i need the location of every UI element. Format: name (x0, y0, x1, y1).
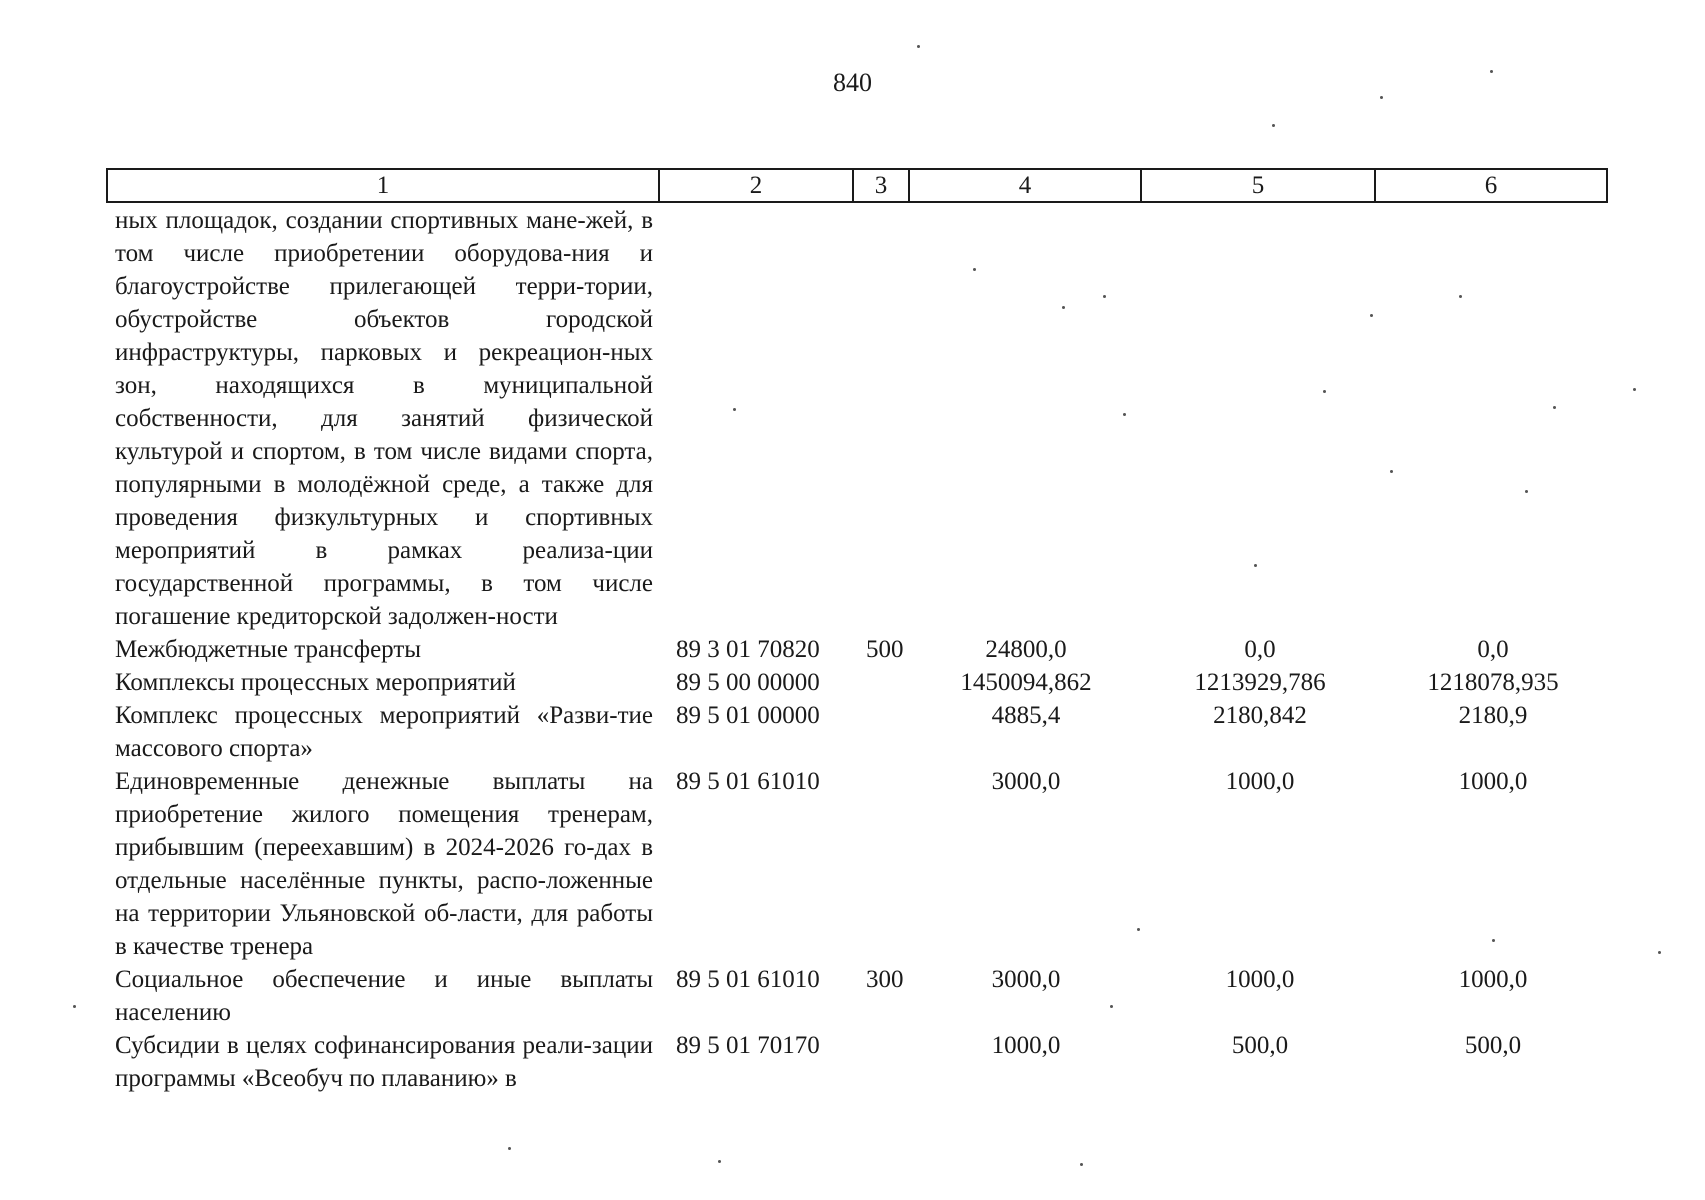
scan-speck (1323, 390, 1326, 393)
row-value-2026: 0,0 (1477, 636, 1509, 663)
table-row (0, 765, 1705, 963)
scan-speck (73, 1005, 76, 1008)
row-value-2024: 1450094,862 (960, 669, 1092, 696)
scan-speck (1110, 1005, 1113, 1008)
row-name: Комплекс процессных мероприятий «Разви-тие массового спорта» (115, 702, 653, 762)
scan-speck (1490, 70, 1493, 73)
table-body (0, 204, 1705, 1095)
scan-speck (1658, 951, 1661, 954)
column-header-1: 1 (107, 169, 659, 202)
row-value-2026: 1000,0 (1458, 768, 1528, 795)
row-value-2025: 1000,0 (1225, 768, 1295, 795)
row-value-2026: 1000,0 (1458, 966, 1528, 993)
column-header-5: 5 (1141, 169, 1375, 202)
row-value-2024: 3000,0 (991, 768, 1061, 795)
row-value-2025: 2180,842 (1213, 702, 1307, 729)
row-name: Межбюджетные трансферты (115, 636, 422, 663)
row-value-2026: 500,0 (1464, 1032, 1522, 1059)
row-code: 89 5 01 61010 (676, 768, 820, 795)
table-row (0, 1029, 1705, 1095)
scan-speck (973, 268, 976, 271)
page-number: 840 (833, 68, 872, 97)
scan-speck (1459, 295, 1462, 298)
table-row (0, 666, 1705, 699)
scan-speck (1553, 406, 1556, 409)
column-header-4: 4 (909, 169, 1141, 202)
table-row (0, 963, 1705, 1029)
column-header-2: 2 (659, 169, 853, 202)
scan-speck (917, 45, 920, 48)
row-value-2024: 24800,0 (985, 636, 1067, 663)
row-value-2024: 4885,4 (991, 702, 1061, 729)
scan-speck (718, 1160, 721, 1163)
scan-speck (1123, 413, 1126, 416)
scan-speck (1137, 928, 1140, 931)
table-row (0, 699, 1705, 765)
row-value-2025: 1000,0 (1225, 966, 1295, 993)
column-header-6: 6 (1375, 169, 1607, 202)
scan-speck (1492, 939, 1495, 942)
scan-speck (1080, 1163, 1083, 1166)
column-header-row (106, 168, 1608, 203)
row-code: 89 5 01 70170 (676, 1032, 820, 1059)
scan-speck (1380, 96, 1383, 99)
row-code: 89 5 01 61010 (676, 966, 820, 993)
scan-speck (1272, 124, 1275, 127)
row-name: Комплексы процессных мероприятий (115, 669, 516, 696)
scan-speck (1370, 314, 1373, 317)
row-type: 500 (866, 636, 904, 663)
table-row (0, 633, 1705, 666)
row-code: 89 5 01 00000 (676, 702, 820, 729)
scan-speck (1525, 490, 1528, 493)
row-code: 89 5 00 00000 (676, 669, 820, 696)
scan-speck (1103, 295, 1106, 298)
row-name: ных площадок, создании спортивных мане-жей, в том числе приобретении оборудова-ния и благоустройстве прилегающей терри-тории, обустройстве объектов городской инфраструктуры, парковых и рекреацион-ных зон, находящихся в муниципальной собственности, для занятий физической культурой и спортом, в том числе видами спорта, популярными в молодёжной среде, а также для проведения физкультурных и спортивных мероприятий в рамках реализа-ции государственной программы, в том числе погашение кредиторской задолжен-ности (115, 207, 653, 630)
column-header-3: 3 (853, 169, 909, 202)
table-row (0, 204, 1705, 633)
row-value-2026: 1218078,935 (1427, 669, 1559, 696)
scan-speck (733, 408, 736, 411)
scan-speck (1633, 388, 1636, 391)
scan-speck (1390, 470, 1393, 473)
row-name: Социальное обеспечение и иные выплаты населению (115, 966, 653, 1026)
row-value-2025: 500,0 (1231, 1032, 1289, 1059)
row-type: 300 (866, 966, 904, 993)
row-name: Субсидии в целях софинансирования реали-зации программы «Всеобуч по плаванию» в (115, 1032, 653, 1092)
row-code: 89 3 01 70820 (676, 636, 820, 663)
row-value-2026: 2180,9 (1458, 702, 1528, 729)
row-value-2024: 1000,0 (991, 1032, 1061, 1059)
row-value-2024: 3000,0 (991, 966, 1061, 993)
row-value-2025: 1213929,786 (1194, 669, 1326, 696)
scan-speck (1254, 564, 1257, 567)
scan-speck (508, 1147, 511, 1150)
scan-speck (1062, 306, 1065, 309)
row-name: Единовременные денежные выплаты на приобретение жилого помещения тренерам, прибывшим (переехавшим) в 2024-2026 го-дах в отдельные населённые пункты, распо-ложенные на территории Ульяновской об-ласти, для работы в качестве тренера (115, 768, 653, 960)
row-value-2025: 0,0 (1244, 636, 1276, 663)
